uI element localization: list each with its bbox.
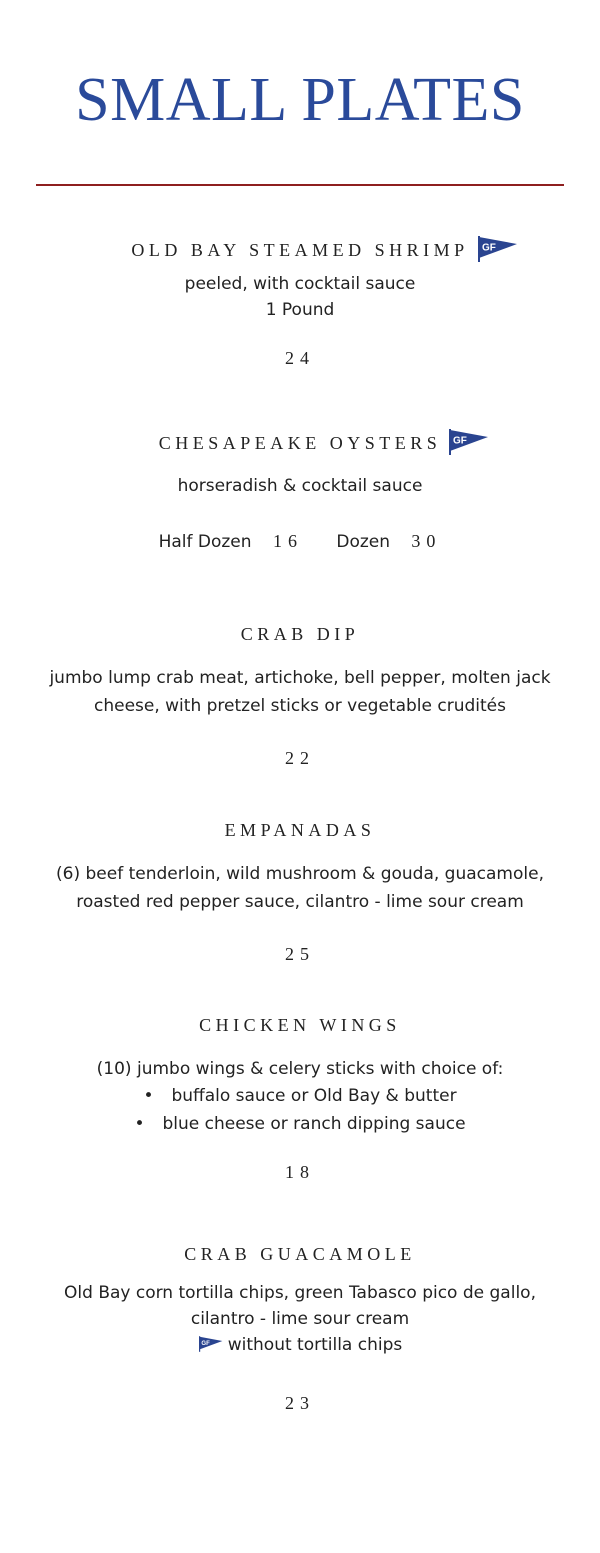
option-price: 30	[411, 531, 442, 551]
item-name: CHESAPEAKE OYSTERS	[158, 433, 442, 453]
item-description: cilantro - lime sour cream	[190, 1309, 410, 1329]
item-note	[0, 1332, 600, 1358]
item-price: 25	[285, 944, 315, 964]
item-name: OLD BAY STEAMED SHRIMP	[131, 240, 469, 260]
item-description: Old Bay corn tortilla chips, green Tabasco pico de gallo,	[64, 1283, 536, 1303]
bullet-icon: •	[134, 1114, 145, 1134]
gluten-free-flag-icon	[448, 427, 490, 457]
svg-text:GF: GF	[201, 1340, 210, 1347]
item-price: 18	[285, 1162, 315, 1182]
gluten-free-flag-icon	[477, 234, 519, 264]
svg-text:GF: GF	[482, 242, 496, 254]
page-title: SMALL PLATES	[75, 66, 525, 134]
option-label: Half Dozen	[158, 532, 252, 552]
item-description: cheese, with pretzel sticks or vegetable crudités	[93, 696, 506, 716]
item-description: (6) beef tenderloin, wild mushroom & gouda, guacamole,	[56, 864, 544, 884]
title-divider	[36, 184, 564, 186]
item-price: 22	[285, 748, 315, 768]
svg-text:GF: GF	[453, 435, 467, 447]
item-price: 24	[285, 348, 315, 368]
item-description: 1 Pound	[265, 300, 335, 320]
item-name: CRAB DIP	[240, 624, 360, 644]
item-description: horseradish & cocktail sauce	[177, 476, 423, 496]
bullet-icon: •	[143, 1086, 154, 1106]
item-name: CRAB GUACAMOLE	[184, 1244, 416, 1264]
item-description: jumbo lump crab meat, artichoke, bell pepper, molten jack	[49, 668, 551, 688]
bullet-text: buffalo sauce or Old Bay & butter	[171, 1086, 457, 1106]
bullet-item	[0, 1111, 600, 1137]
item-options	[0, 528, 600, 555]
bullet-item	[0, 1083, 600, 1109]
note-text: without tortilla chips	[227, 1335, 403, 1355]
item-description: peeled, with cocktail sauce	[184, 274, 416, 294]
item-price: 23	[285, 1393, 315, 1413]
item-name: EMPANADAS	[224, 820, 376, 840]
item-description: (10) jumbo wings & celery sticks with choice of:	[96, 1059, 504, 1079]
bullet-text: blue cheese or ranch dipping sauce	[162, 1114, 466, 1134]
option-price: 16	[272, 531, 303, 551]
option-label: Dozen	[336, 532, 391, 552]
item-name: CHICKEN WINGS	[199, 1015, 401, 1035]
gluten-free-flag-icon	[198, 1335, 224, 1353]
item-description: roasted red pepper sauce, cilantro - lime sour cream	[76, 892, 524, 912]
